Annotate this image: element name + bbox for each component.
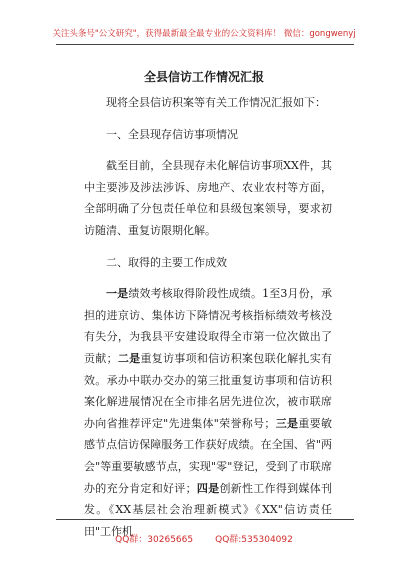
intro-paragraph: 现将全县信访积案等有关工作情况汇报如下： xyxy=(106,96,326,109)
lead-third: 三是 xyxy=(275,416,299,430)
lead-first: 一是 xyxy=(106,287,129,301)
footer-divider xyxy=(56,519,354,520)
point-four-text: 创新性工作得到媒体刊发。《XX基层社会治理新模式》《XX"信访责任田"工作机 xyxy=(84,481,333,538)
footer-contact xyxy=(0,532,408,545)
point-two-text: 重复访事项和信访积案包联化解扎实有效。承办中联办交办的第三批重复访事项和信访积案化解进展情况在全市排名居先进位次，被市联席办向省推荐评定"先进集体"荣誉称号； xyxy=(84,351,333,430)
lead-second: 二是 xyxy=(117,351,141,365)
document-title: 全县信访工作情况汇报 xyxy=(143,70,264,84)
lead-fourth: 四是 xyxy=(196,481,220,495)
header-promo-note: 关注头条号"公文研究"，获得最新最全最专业的公文资料库！ 微信：gongwenyj xyxy=(52,29,356,39)
document-body xyxy=(84,92,332,542)
footer-qq-group-2: QQ群:535304092 xyxy=(215,535,293,545)
section2-heading: 二、取得的主要工作成效 xyxy=(106,255,227,269)
section2-paragraph xyxy=(84,283,332,542)
header-divider xyxy=(56,44,354,45)
section1-heading: 一、全县现存信访事项情况 xyxy=(106,127,238,141)
point-three-text: 重要敏感节点信访保障服务工作获好成绩。在全国、省"两会"等重要敏感节点，实现"零"登记，受到了市联席办的充分肯定和好评； xyxy=(84,416,332,495)
footer-qq-group-1: QQ群：30265665 xyxy=(115,535,194,545)
section1-paragraph: 截至目前，全县现存未化解信访事项XX件，其中主要涉及涉法涉诉、房地产、农业农村等方面，全部明确了分包责任单位和县级包案领导，要求初访随清、重复访限期化解。 xyxy=(84,159,332,237)
point-one-text: 绩效考核取得阶段性成绩。1至3月份，承担的进京访、集体访下降情况考核指标绩效考核没有失分，为我县平安建设取得全市第一位次做出了贡献； xyxy=(84,287,333,365)
